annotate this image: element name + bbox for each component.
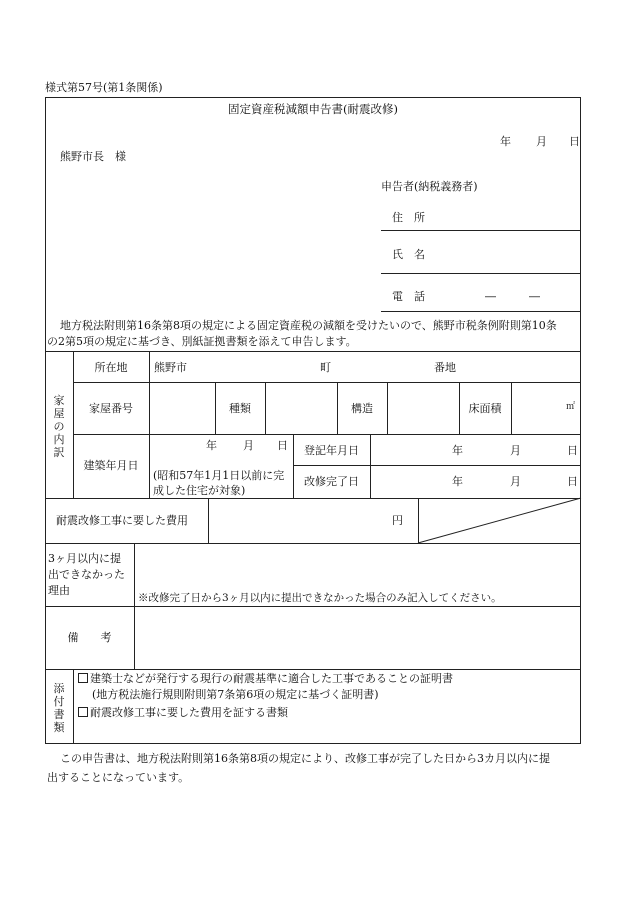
label-col-divider	[149, 351, 150, 498]
row2-div-d	[387, 382, 388, 434]
renovation-done-label: 改修完了日	[304, 475, 359, 488]
structure-label: 構造	[351, 402, 373, 415]
location-lot: 番地	[434, 361, 456, 374]
cost-div-a	[208, 498, 209, 543]
reason-div	[134, 543, 135, 606]
attachment-2-checkbox[interactable]	[78, 707, 88, 717]
remarks-label: 備 考	[67, 631, 112, 644]
attachment-item-2[interactable]	[78, 706, 288, 719]
row3-div-b	[370, 434, 371, 498]
location-label: 所在地	[94, 361, 128, 374]
form-number: 様式第57号(第1条関係)	[45, 81, 163, 94]
built-date-label: 建築年月日	[83, 459, 139, 472]
name-underline	[381, 273, 581, 274]
built-note-1: (昭和57年1月1日以前に完	[153, 469, 285, 482]
name-label: 氏 名	[392, 248, 425, 261]
row2-bottom	[73, 434, 581, 435]
built-month: 月	[243, 439, 254, 452]
footer-line-2: 出することになっています。	[47, 771, 190, 784]
reason-bottom	[45, 606, 581, 607]
address-label: 住 所	[392, 211, 425, 224]
remarks-div	[134, 606, 135, 669]
row2-div-f	[511, 382, 512, 434]
late-reason-label-3: 理由	[48, 584, 70, 597]
remarks-bottom	[45, 669, 581, 670]
late-reason-label-2: 出できなかった	[48, 568, 125, 581]
form-title: 固定資産税減額申告書(耐震改修)	[228, 102, 398, 116]
phone-underline	[381, 311, 581, 312]
statement-line-1: 地方税法附則第16条第8項の規定による固定資産税の減額を受けたいので、熊野市税条例附則第10条	[60, 319, 557, 332]
built-year: 年	[206, 439, 217, 452]
registered-date-label: 登記年月日	[304, 444, 359, 457]
attachment-item-2-text: 耐震改修工事に要した費用を証する書類	[90, 706, 288, 719]
cost-diagonal-line	[418, 498, 581, 543]
attachment-item-1[interactable]	[78, 672, 453, 685]
addressee: 熊野市長 様	[60, 150, 126, 163]
statement-line-2: の2第5項の規定に基づき、別紙証拠書類を添えて申告します。	[47, 335, 357, 348]
registered-year: 年	[452, 444, 463, 457]
location-city: 熊野市	[154, 361, 187, 374]
late-reason-note: ※改修完了日から3ヶ月以内に提出できなかった場合のみ記入してください。	[138, 592, 502, 604]
location-town: 町	[320, 361, 331, 374]
built-day: 日	[277, 439, 288, 452]
cost-label: 耐震改修工事に要した費用	[56, 514, 188, 527]
built-note-2: 成した住宅が対象)	[153, 484, 246, 497]
row2-div-b	[265, 382, 266, 434]
address-underline	[381, 230, 581, 231]
registered-day: 日	[567, 444, 578, 457]
attachment-item-1-text: 建築士などが発行する現行の耐震基準に適合した工事であることの証明書	[90, 672, 453, 685]
attachments-side-label: 添 付 書 類	[53, 682, 65, 734]
date-year-label: 年	[500, 135, 511, 148]
cost-unit: 円	[392, 514, 403, 527]
registered-month: 月	[510, 444, 521, 457]
phone-label: 電 話	[392, 290, 425, 303]
phone-dashes: ― ―	[485, 290, 540, 303]
house-top-border	[45, 351, 581, 352]
row1-bottom	[73, 382, 581, 383]
date-day-label: 日	[569, 135, 580, 148]
floor-area-unit: ㎡	[566, 402, 576, 412]
applicant-heading: 申告者(納税義務者)	[381, 180, 478, 193]
footer-line-1: この申告書は、地方税法附則第16条第8項の規定により、改修工事が完了した日から3カ月以内に提	[60, 752, 550, 765]
cost-bottom	[45, 543, 581, 544]
attach-div	[73, 669, 74, 744]
type-label: 種類	[229, 402, 251, 415]
row3-mid	[293, 465, 581, 466]
attachment-1-checkbox[interactable]	[78, 673, 88, 683]
renovation-day: 日	[567, 475, 578, 488]
date-month-label: 月	[536, 135, 547, 148]
house-side-label: 家 屋 の 内 訳	[53, 394, 65, 459]
house-number-label: 家屋番号	[89, 402, 133, 415]
floor-area-label: 床面積	[468, 402, 502, 415]
form-frame	[45, 97, 581, 744]
renovation-year: 年	[452, 475, 463, 488]
attachment-item-1-sub: (地方税法施行規則附則第7条第6項の規定に基づく証明書)	[92, 688, 379, 701]
late-reason-label-1: 3ヶ月以内に提	[48, 552, 121, 565]
renovation-month: 月	[510, 475, 521, 488]
